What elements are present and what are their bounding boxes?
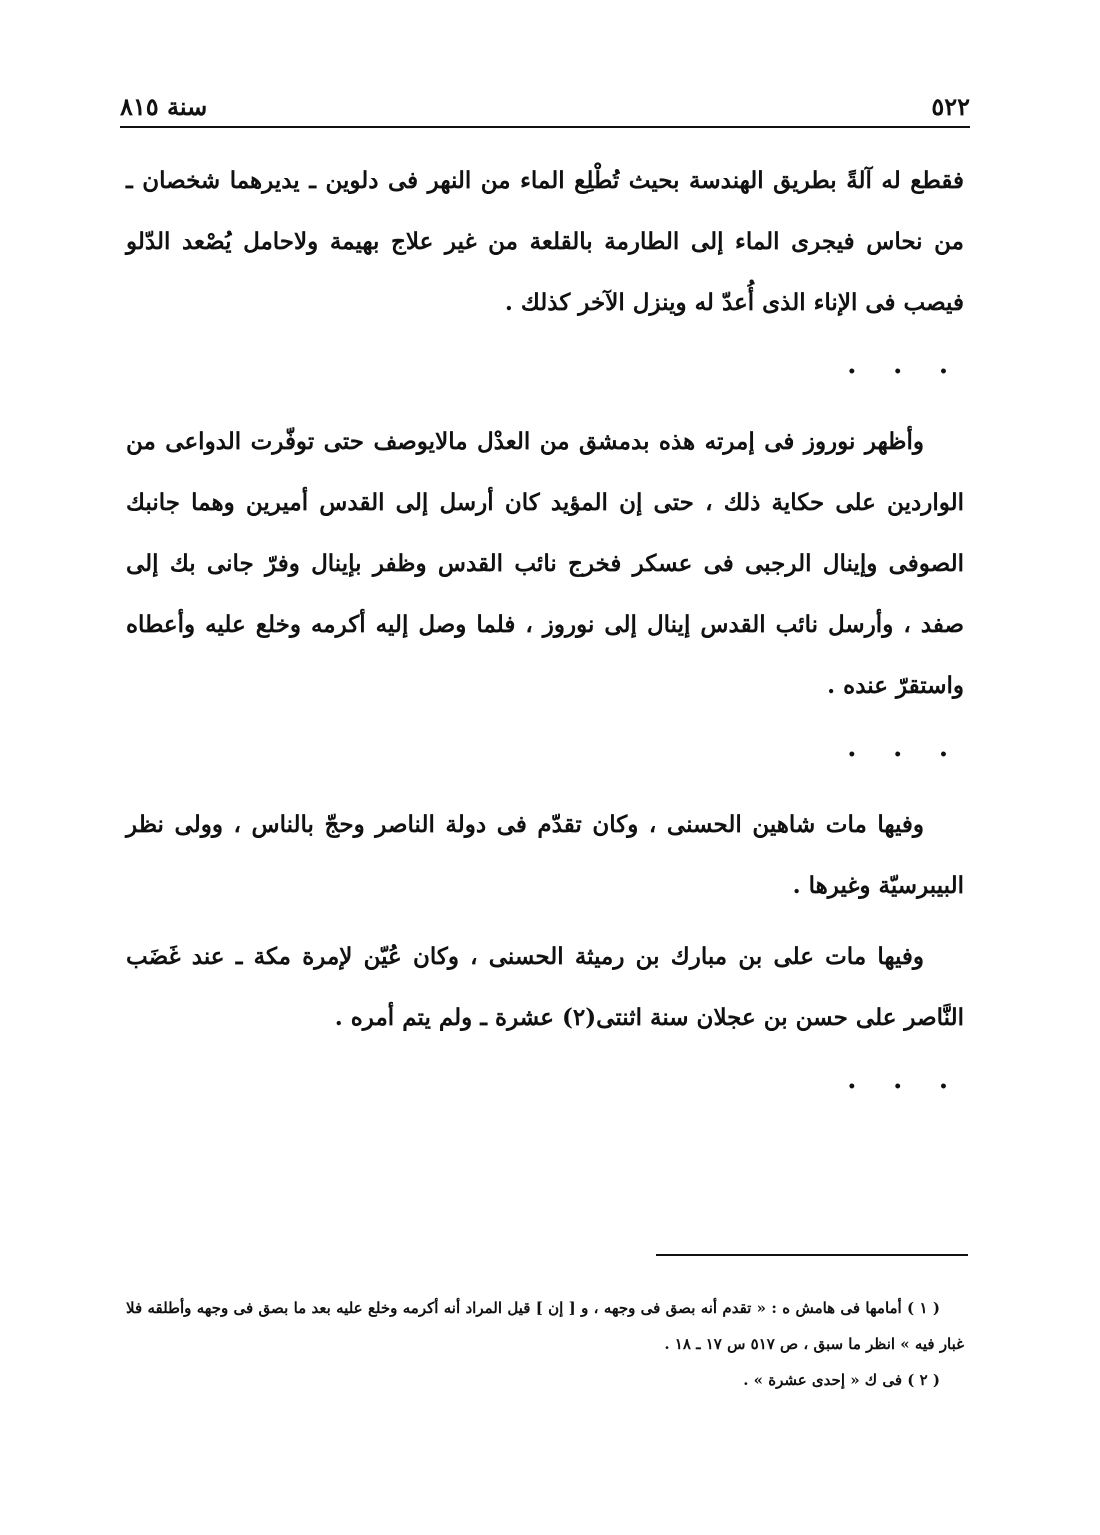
- footnote-rule: [656, 1254, 968, 1256]
- header-rule: [120, 126, 970, 128]
- section-separator-1: • • •: [847, 364, 964, 380]
- footnote-1: ( ١ ) أمامها فى هامش ه : « تقدم أنه بصق فى وجهه ، و [ إن ] قيل المراد أنه أكرمه وخلع عليه بعد ما بصق فى وجهه وأطلقه فلا غبار فيه » انظر ما سبق ، ص ٥١٧ س ١٧ ـ ١٨ .: [126, 1299, 964, 1353]
- body-text: [126, 150, 964, 1126]
- page-number: ٥٢٢: [931, 92, 970, 121]
- section-separator-3: • • •: [847, 1079, 964, 1095]
- paragraph-1: فقطع له آلةً بطريق الهندسة بحيث تُطْلِع الماء من النهر فى دلوين ـ يديرهما شخصان ـ من نحاس فيجرى الماء إلى الطارمة بالقلعة من غير علاج بهيمة ولاحامل يُصْعد الدّلو فيصب فى الإناء الذى أُعدّ له وينزل الآخر كذلك .: [126, 167, 964, 316]
- section-separator-2: • • •: [847, 747, 964, 763]
- footnote-2: ( ٢ ) فى ك « إحدى عشرة » .: [743, 1371, 940, 1389]
- paragraph-3: وفيها مات شاهين الحسنى ، وكان تقدّم فى دولة الناصر وحجّ بالناس ، وولى نظر البيبرسيّة وغيرها .: [126, 811, 964, 899]
- footnotes: [126, 1290, 964, 1398]
- paragraph-gap: [126, 916, 964, 926]
- header-year: سنة ٨١٥: [120, 92, 208, 121]
- paragraph-2: وأظهر نوروز فى إمرته هذه بدمشق من العدْل مالايوصف حتى توفّرت الدواعى من الواردين على حكاية ذلك ، حتى إن المؤيد كان أرسل إلى القدس أميرين وهما جانبك الصوفى وإينال الرجبى فى عسكر فخرج نائب القدس وظفر بإينال وفرّ جانى بك إلى صفد ، وأرسل نائب القدس إينال إلى نوروز ، فلما وصل إليه أكرمه وخلع عليه وأعطاه واستقرّ عنده .: [126, 428, 964, 699]
- page-header: [120, 92, 970, 126]
- paragraph-4: وفيها مات على بن مبارك بن رميثة الحسنى ، وكان عُيّن لإمرة مكة ـ عند غَضَب النَّاصر على حسن بن عجلان سنة اثنتى(٢) عشرة ـ ولم يتم أمره .: [126, 943, 964, 1031]
